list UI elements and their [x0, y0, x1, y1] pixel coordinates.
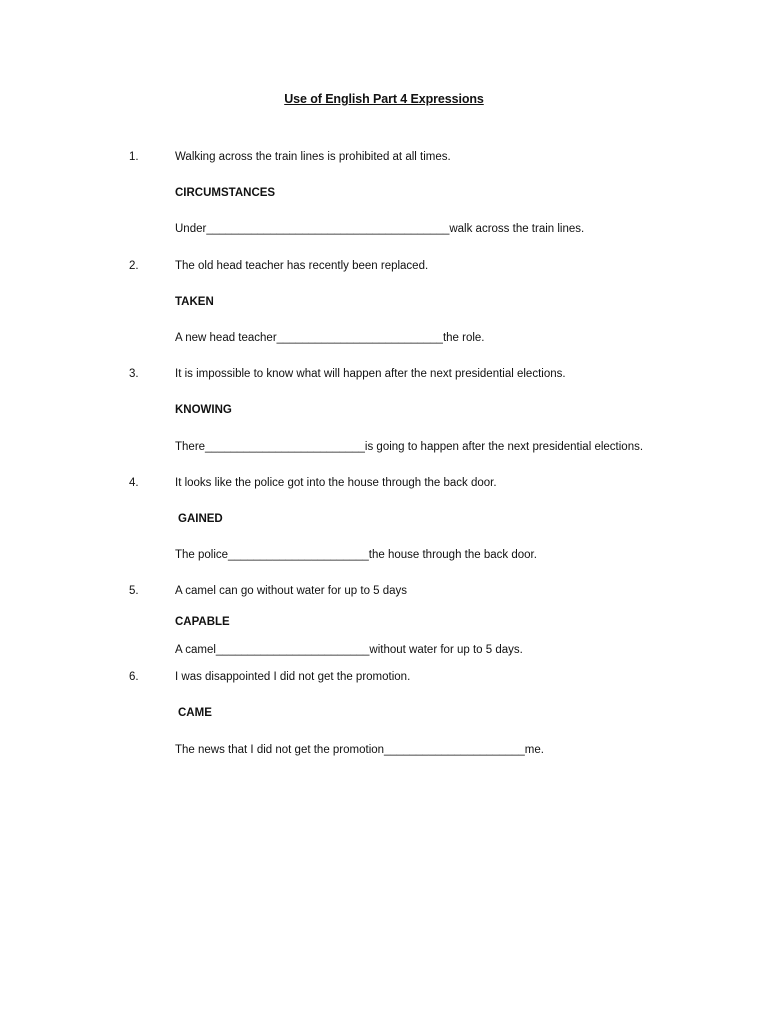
question-number: 2.: [129, 260, 139, 272]
question-gapped-sentence: There_________________________is going to happen after the next presidential elections.: [175, 441, 644, 453]
question-gapped-sentence: Under______________________________________walk across the train lines.: [175, 223, 585, 235]
question-keyword: KNOWING: [175, 404, 232, 416]
question-number: 6.: [129, 671, 139, 683]
question-gapped-sentence: The police______________________the house through the back door.: [175, 549, 537, 561]
question-keyword: TAKEN: [175, 296, 214, 308]
question-sentence: Walking across the train lines is prohibited at all times.: [175, 151, 451, 163]
question-sentence: It is impossible to know what will happen after the next presidential elections.: [175, 368, 566, 380]
question-keyword: CIRCUMSTANCES: [175, 187, 276, 199]
question-keyword: CAME: [178, 707, 212, 719]
question-sentence: It looks like the police got into the house through the back door.: [175, 477, 497, 489]
question-gapped-sentence: A new head teacher__________________________the role.: [175, 332, 485, 344]
question-gapped-sentence: The news that I did not get the promotion______________________me.: [175, 744, 544, 756]
question-gapped-sentence: A camel________________________without water for up to 5 days.: [175, 644, 523, 656]
question-number: 5.: [129, 585, 139, 597]
question-keyword: CAPABLE: [175, 616, 230, 628]
question-sentence: A camel can go without water for up to 5 days: [175, 585, 408, 597]
question-sentence: I was disappointed I did not get the promotion.: [175, 671, 411, 683]
question-number: 3.: [129, 368, 139, 380]
question-number: 4.: [129, 477, 139, 489]
question-keyword: GAINED: [178, 513, 223, 525]
page-title: Use of English Part 4 Expressions: [284, 92, 484, 106]
question-number: 1.: [129, 151, 139, 163]
question-sentence: The old head teacher has recently been replaced.: [175, 260, 429, 272]
